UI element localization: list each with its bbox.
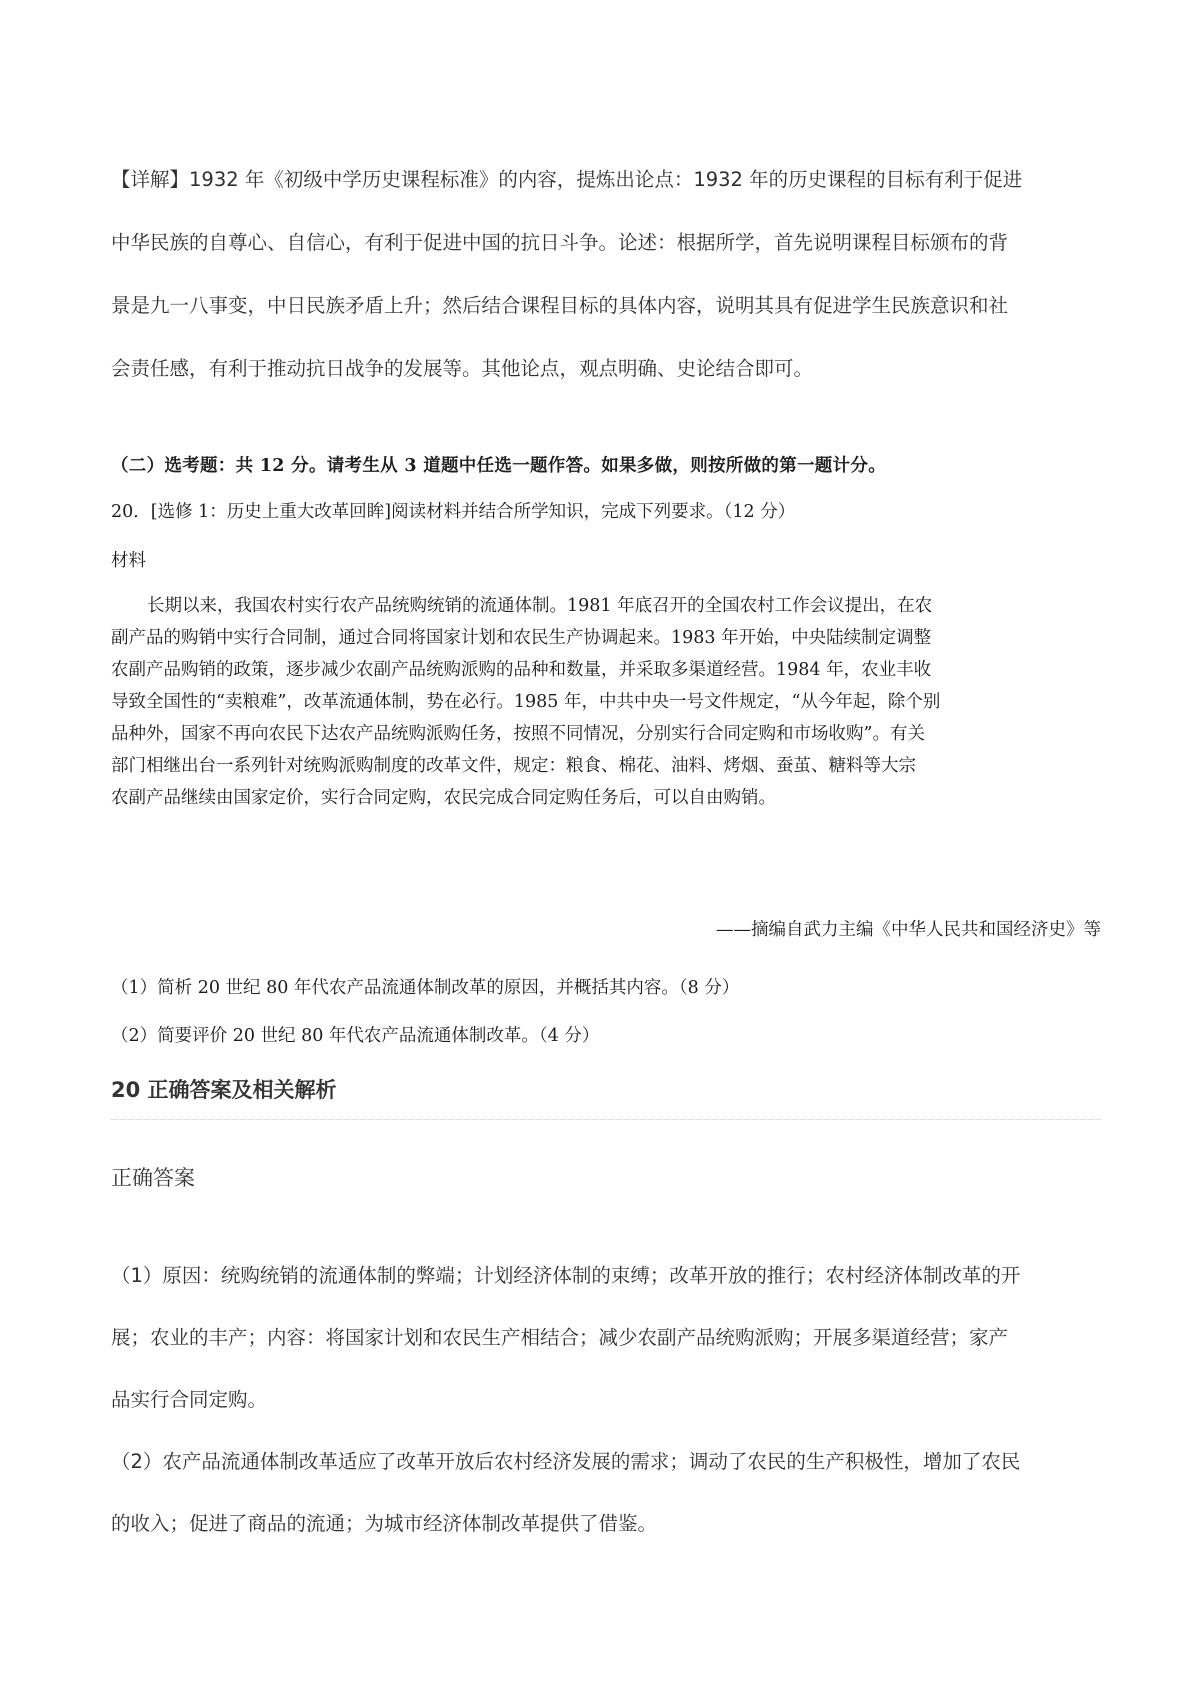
material-line: 农副产品继续由国家定价，实行合同定购，农民完成合同定购任务后，可以自由购销。 bbox=[111, 788, 776, 808]
divider bbox=[111, 1119, 1101, 1120]
material-line: 导致全国性的“卖粮难”，改革流通体制，势在必行。1985 年，中共中央一号文件规定，“从今年起，除个别 bbox=[111, 692, 941, 712]
answer-line: （1）原因：统购统销的流通体制的弊端；计划经济体制的束缚；改革开放的推行；农村经济体制改革的开 bbox=[111, 1264, 1021, 1287]
explanation-line: 会责任感，有利于推动抗日战争的发展等。其他论点，观点明确、史论结合即可。 bbox=[111, 357, 814, 380]
answer-heading: 20 正确答案及相关解析 bbox=[111, 1078, 337, 1102]
material-passage bbox=[111, 590, 1101, 814]
answer-line: 展；农业的丰产；内容：将国家计划和农民生产相结合；减少农副产品统购派购；开展多渠道经营；家产 bbox=[111, 1326, 1009, 1349]
explanation-line: 【详解】1932 年《初级中学历史课程标准》的内容，提炼出论点：1932 年的历史课程的目标有利于促进 bbox=[111, 168, 1023, 191]
material-line: 品种外，国家不再向农民下达农产品统购派购任务，按照不同情况，分别实行合同定购和市场收购”。有关 bbox=[111, 724, 925, 744]
answer-label: 正确答案 bbox=[111, 1166, 195, 1190]
material-line: 农副产品购销的政策，逐步减少农副产品统购派购的品种和数量，并采取多渠道经营。1984 年，农业丰收 bbox=[111, 660, 932, 680]
answer-line: 品实行合同定购。 bbox=[111, 1388, 268, 1411]
answer-line: 的收入；促进了商品的流通；为城市经济体制改革提供了借鉴。 bbox=[111, 1512, 658, 1535]
answer-line: （2）农产品流通体制改革适应了改革开放后农村经济发展的需求；调动了农民的生产积极性，增加了农民 bbox=[111, 1450, 1021, 1473]
material-line: 长期以来，我国农村实行农产品统购统销的流通体制。1981 年底召开的全国农村工作会议提出，在农 bbox=[147, 596, 933, 616]
material-line: 副产品的购销中实行合同制，通过合同将国家计划和农民生产协调起来。1983 年开始，中央陆续制定调整 bbox=[111, 628, 932, 648]
explanation-block bbox=[111, 148, 1101, 400]
material-line: 部门相继出台一系列针对统购派购制度的改革文件，规定：粮食、棉花、油料、烤烟、蚕茧、糖料等大宗 bbox=[111, 756, 916, 776]
sub-question-1: （1）简析 20 世纪 80 年代农产品流通体制改革的原因，并概括其内容。（8 分） bbox=[111, 978, 740, 998]
material-source: ——摘编自武力主编《中华人民共和国经济史》等 bbox=[716, 920, 1101, 940]
question-title: 20．[选修 1：历史上重大改革回眸]阅读材料并结合所学知识，完成下列要求。（12 分） bbox=[111, 502, 796, 522]
answer-block bbox=[111, 1245, 1101, 1555]
explanation-line: 中华民族的自尊心、自信心，有利于促进中国的抗日斗争。论述：根据所学，首先说明课程目标颁布的背 bbox=[111, 231, 1009, 254]
document-page bbox=[111, 0, 1101, 1698]
material-label: 材料 bbox=[111, 551, 146, 571]
section-heading: （二）选考题：共 12 分。请考生从 3 道题中任选一题作答。如果多做，则按所做的第一题计分。 bbox=[111, 456, 886, 476]
sub-question-2: （2）简要评价 20 世纪 80 年代农产品流通体制改革。（4 分） bbox=[111, 1026, 600, 1046]
explanation-line: 景是九一八事变，中日民族矛盾上升；然后结合课程目标的具体内容，说明其具有促进学生民族意识和社 bbox=[111, 294, 1009, 317]
